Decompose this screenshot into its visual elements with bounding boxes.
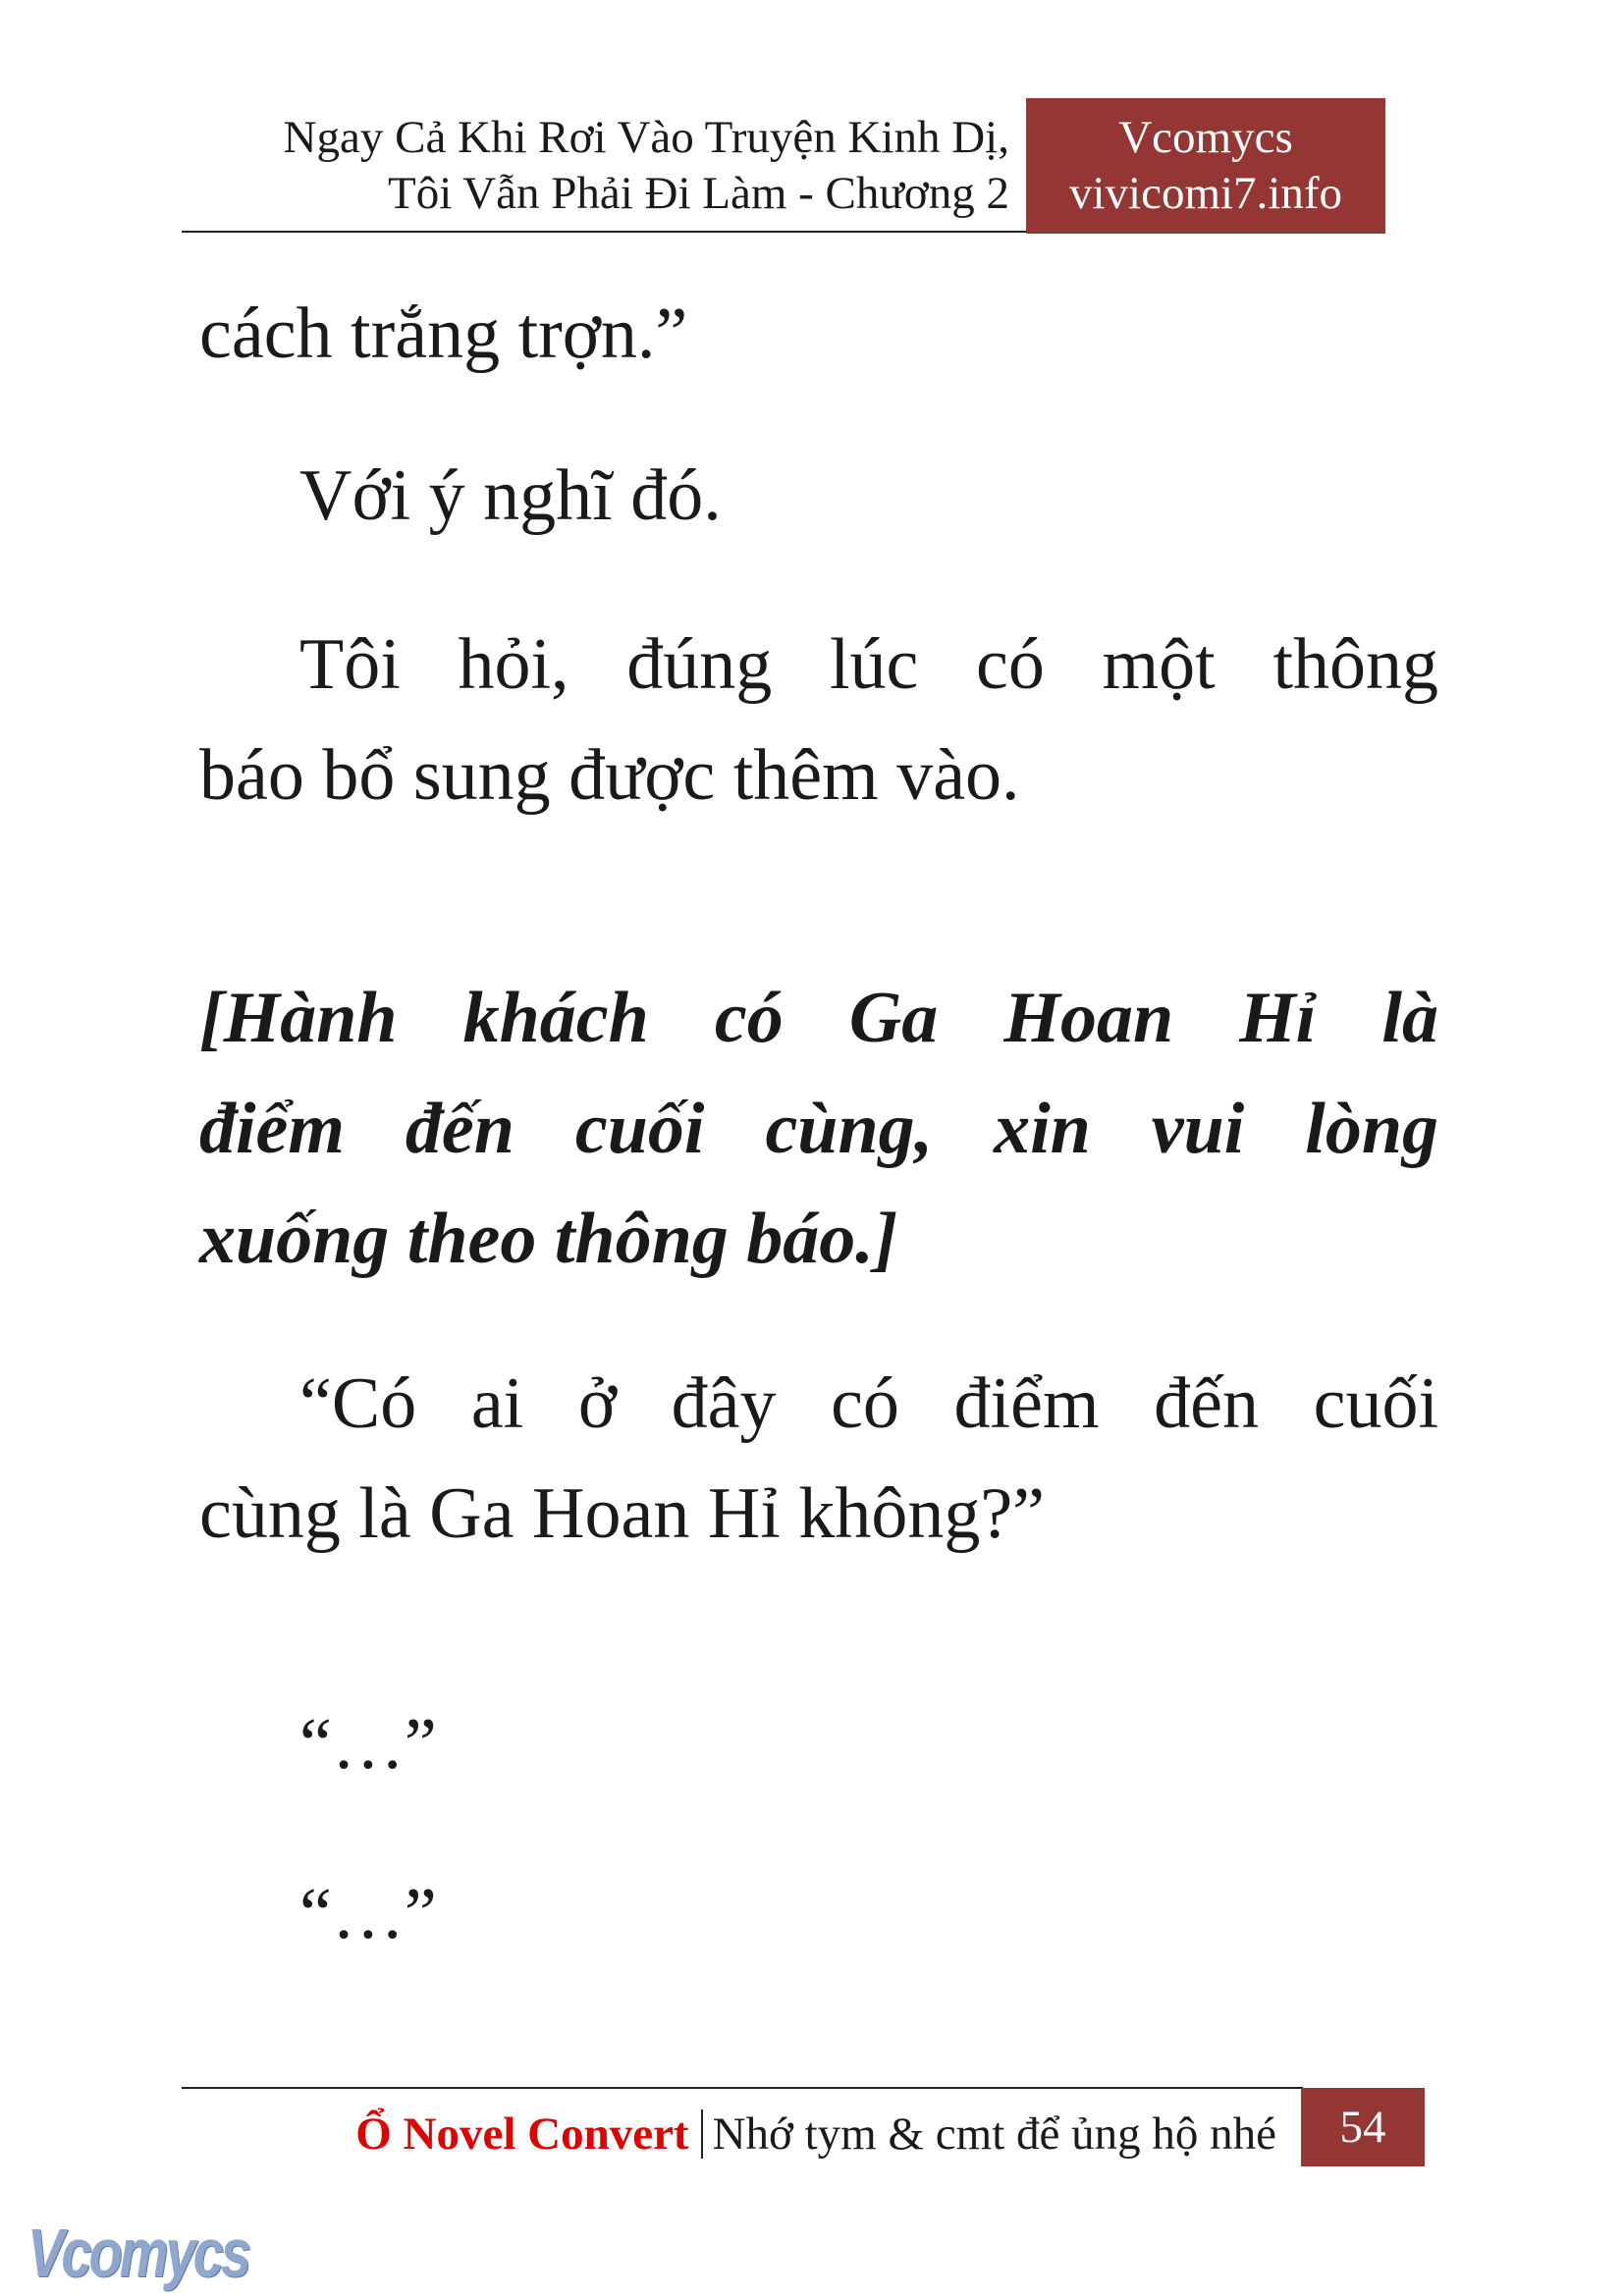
footer-message: Nhớ tym & cmt để ủng hộ nhé — [712, 2109, 1276, 2160]
header-title-line-1: Ngay Cả Khi Rơi Vào Truyện Kinh Dị, — [283, 112, 1009, 163]
footer-brand: Ổ Novel Convert — [355, 2109, 689, 2160]
vcomycs-logo-icon: Vcomycs — [27, 2214, 248, 2291]
announcement-line: điểm đến cuối cùng, xin vui lòng — [199, 1089, 1438, 1169]
announcement-line: xuống theo thông báo.] — [199, 1199, 898, 1279]
body-line: cách trắng trợn.” — [199, 294, 688, 374]
body-line: báo bổ sung được thêm vào. — [199, 735, 1020, 816]
body-line: Với ý nghĩ đó. — [299, 455, 722, 536]
footer-separator — [701, 2109, 703, 2159]
page-number: 54 — [1301, 2088, 1425, 2166]
header-divider — [182, 231, 1028, 233]
site-url: vivicomi7.info — [1068, 168, 1343, 219]
footer-divider — [182, 2087, 1303, 2089]
header-title-line-2: Tôi Vẫn Phải Đi Làm - Chương 2 — [388, 168, 1009, 219]
body-line: Tôi hỏi, đúng lúc có một thông — [299, 624, 1438, 705]
body-line: “…” — [299, 1704, 437, 1785]
body-line: “Có ai ở đây có điểm đến cuối — [299, 1363, 1438, 1444]
header-title — [284, 110, 1009, 222]
header-site-badge — [1026, 98, 1385, 234]
body-line: cùng là Ga Hoan Hỉ không?” — [199, 1473, 1046, 1554]
announcement-line: [Hành khách có Ga Hoan Hỉ là — [199, 978, 1438, 1058]
body-line: “…” — [299, 1874, 437, 1954]
footer-text — [355, 2107, 1276, 2163]
site-name: Vcomycs — [1118, 112, 1293, 163]
